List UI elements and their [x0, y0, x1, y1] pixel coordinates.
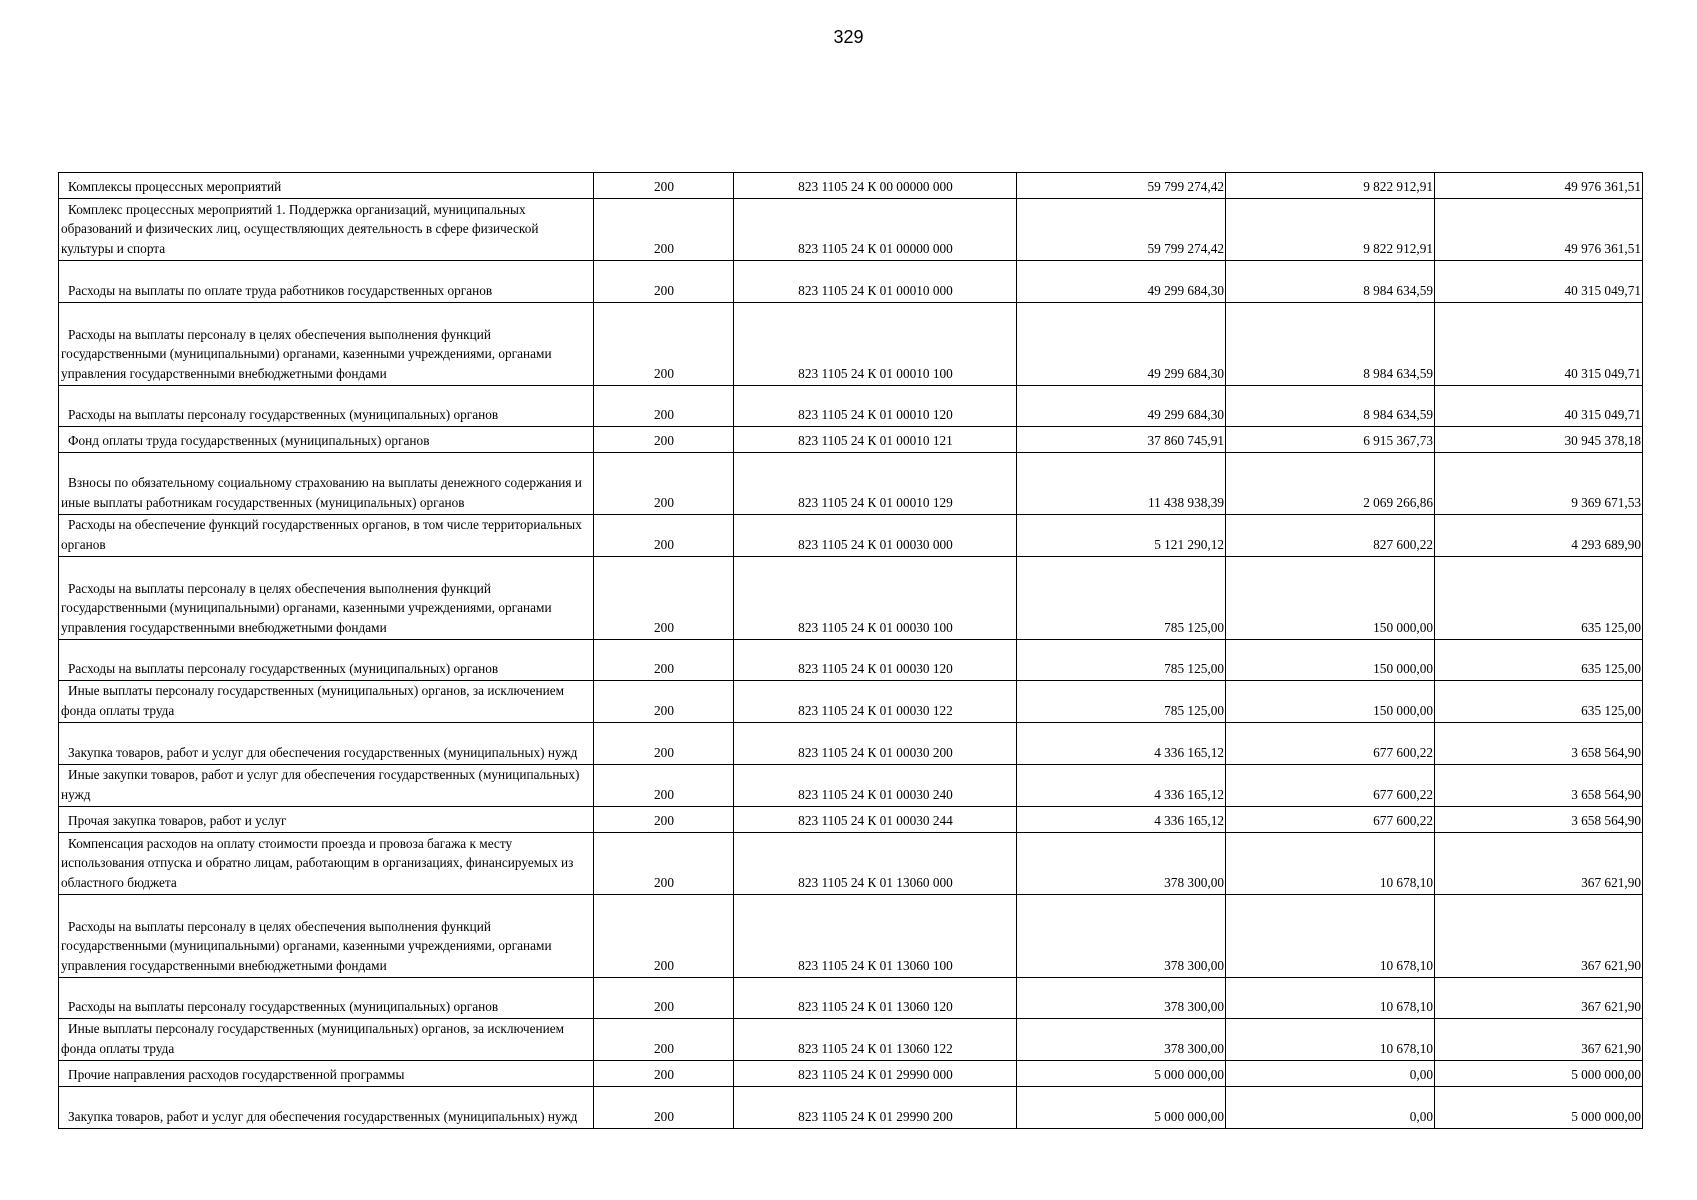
budget-classification-code-cell: 823 1105 24 К 01 00030 244 — [734, 807, 1017, 833]
executed-amount-cell: 677 600,22 — [1226, 765, 1435, 807]
unexecuted-amount-cell: 5 000 000,00 — [1435, 1061, 1643, 1087]
executed-amount-cell: 10 678,10 — [1226, 978, 1435, 1019]
line-code-cell: 200 — [594, 681, 734, 723]
line-code-cell: 200 — [594, 199, 734, 261]
line-code-cell: 200 — [594, 1019, 734, 1061]
budget-classification-code-cell: 823 1105 24 К 01 13060 000 — [734, 833, 1017, 895]
budget-classification-code-cell: 823 1105 24 К 01 00010 100 — [734, 303, 1017, 386]
executed-amount-cell: 827 600,22 — [1226, 515, 1435, 557]
approved-amount-cell: 49 299 684,30 — [1017, 386, 1226, 427]
unexecuted-amount-cell: 635 125,00 — [1435, 557, 1643, 640]
budget-classification-code-cell: 823 1105 24 К 01 13060 120 — [734, 978, 1017, 1019]
expense-name-cell: Комплекс процессных мероприятий 1. Поддержка организаций, муниципальных образований и физических лиц, осуществляющих деятельность в сфере физической культуры и спорта — [59, 199, 594, 261]
executed-amount-cell: 8 984 634,59 — [1226, 386, 1435, 427]
unexecuted-amount-cell: 4 293 689,90 — [1435, 515, 1643, 557]
budget-classification-code-cell: 823 1105 24 К 01 00030 100 — [734, 557, 1017, 640]
executed-amount-cell: 8 984 634,59 — [1226, 261, 1435, 303]
approved-amount-cell: 4 336 165,12 — [1017, 723, 1226, 765]
table-row — [59, 261, 1643, 303]
table-row — [59, 895, 1643, 978]
unexecuted-amount-cell: 635 125,00 — [1435, 681, 1643, 723]
expense-name-cell: Иные закупки товаров, работ и услуг для обеспечения государственных (муниципальных) нужд — [59, 765, 594, 807]
table-row — [59, 303, 1643, 386]
expense-name-cell: Фонд оплаты труда государственных (муниципальных) органов — [59, 427, 594, 453]
approved-amount-cell: 378 300,00 — [1017, 978, 1226, 1019]
table-row — [59, 173, 1643, 199]
table-row — [59, 723, 1643, 765]
budget-classification-code-cell: 823 1105 24 К 01 00030 120 — [734, 640, 1017, 681]
budget-classification-code-cell: 823 1105 24 К 01 00030 240 — [734, 765, 1017, 807]
expense-name-cell: Комплексы процессных мероприятий — [59, 173, 594, 199]
approved-amount-cell: 37 860 745,91 — [1017, 427, 1226, 453]
executed-amount-cell: 0,00 — [1226, 1087, 1435, 1129]
table-body — [59, 173, 1643, 1129]
executed-amount-cell: 150 000,00 — [1226, 681, 1435, 723]
approved-amount-cell: 5 000 000,00 — [1017, 1087, 1226, 1129]
budget-classification-code-cell: 823 1105 24 К 01 00030 200 — [734, 723, 1017, 765]
unexecuted-amount-cell: 367 621,90 — [1435, 1019, 1643, 1061]
executed-amount-cell: 150 000,00 — [1226, 557, 1435, 640]
expense-name-cell: Закупка товаров, работ и услуг для обеспечения государственных (муниципальных) нужд — [59, 723, 594, 765]
expense-name-cell: Расходы на выплаты персоналу в целях обеспечения выполнения функций государственными (муниципальными) органами, казенными учреждениями, органами управления государственными внебюджетными фондами — [59, 895, 594, 978]
unexecuted-amount-cell: 30 945 378,18 — [1435, 427, 1643, 453]
line-code-cell: 200 — [594, 557, 734, 640]
line-code-cell: 200 — [594, 833, 734, 895]
unexecuted-amount-cell: 40 315 049,71 — [1435, 386, 1643, 427]
executed-amount-cell: 150 000,00 — [1226, 640, 1435, 681]
unexecuted-amount-cell: 367 621,90 — [1435, 833, 1643, 895]
line-code-cell: 200 — [594, 453, 734, 515]
approved-amount-cell: 785 125,00 — [1017, 640, 1226, 681]
line-code-cell: 200 — [594, 807, 734, 833]
table-row — [59, 386, 1643, 427]
line-code-cell: 200 — [594, 261, 734, 303]
unexecuted-amount-cell: 40 315 049,71 — [1435, 261, 1643, 303]
table-row — [59, 978, 1643, 1019]
line-code-cell: 200 — [594, 640, 734, 681]
executed-amount-cell: 0,00 — [1226, 1061, 1435, 1087]
unexecuted-amount-cell: 3 658 564,90 — [1435, 807, 1643, 833]
budget-classification-code-cell: 823 1105 24 К 00 00000 000 — [734, 173, 1017, 199]
expense-name-cell: Прочие направления расходов государственной программы — [59, 1061, 594, 1087]
table-row — [59, 515, 1643, 557]
table-row — [59, 640, 1643, 681]
line-code-cell: 200 — [594, 1061, 734, 1087]
unexecuted-amount-cell: 3 658 564,90 — [1435, 723, 1643, 765]
table-row — [59, 453, 1643, 515]
expense-name-cell: Иные выплаты персоналу государственных (муниципальных) органов, за исключением фонда оплаты труда — [59, 1019, 594, 1061]
table-row — [59, 199, 1643, 261]
approved-amount-cell: 378 300,00 — [1017, 833, 1226, 895]
executed-amount-cell: 677 600,22 — [1226, 807, 1435, 833]
table-row — [59, 765, 1643, 807]
unexecuted-amount-cell: 3 658 564,90 — [1435, 765, 1643, 807]
approved-amount-cell: 11 438 938,39 — [1017, 453, 1226, 515]
line-code-cell: 200 — [594, 515, 734, 557]
expense-name-cell: Взносы по обязательному социальному страхованию на выплаты денежного содержания и иные выплаты работникам государственных (муниципальных) органов — [59, 453, 594, 515]
approved-amount-cell: 5 121 290,12 — [1017, 515, 1226, 557]
line-code-cell: 200 — [594, 765, 734, 807]
unexecuted-amount-cell: 49 976 361,51 — [1435, 173, 1643, 199]
executed-amount-cell: 6 915 367,73 — [1226, 427, 1435, 453]
approved-amount-cell: 785 125,00 — [1017, 681, 1226, 723]
expense-name-cell: Расходы на выплаты персоналу государственных (муниципальных) органов — [59, 640, 594, 681]
approved-amount-cell: 49 299 684,30 — [1017, 303, 1226, 386]
executed-amount-cell: 9 822 912,91 — [1226, 199, 1435, 261]
budget-classification-code-cell: 823 1105 24 К 01 13060 122 — [734, 1019, 1017, 1061]
approved-amount-cell: 378 300,00 — [1017, 895, 1226, 978]
budget-classification-code-cell: 823 1105 24 К 01 00010 121 — [734, 427, 1017, 453]
expense-name-cell: Расходы на выплаты по оплате труда работников государственных органов — [59, 261, 594, 303]
approved-amount-cell: 5 000 000,00 — [1017, 1061, 1226, 1087]
expense-name-cell: Расходы на выплаты персоналу государственных (муниципальных) органов — [59, 978, 594, 1019]
expense-name-cell: Расходы на выплаты персоналу государственных (муниципальных) органов — [59, 386, 594, 427]
unexecuted-amount-cell: 367 621,90 — [1435, 895, 1643, 978]
executed-amount-cell: 10 678,10 — [1226, 1019, 1435, 1061]
unexecuted-amount-cell: 40 315 049,71 — [1435, 303, 1643, 386]
line-code-cell: 200 — [594, 173, 734, 199]
budget-classification-code-cell: 823 1105 24 К 01 29990 200 — [734, 1087, 1017, 1129]
expense-name-cell: Расходы на обеспечение функций государственных органов, в том числе территориальных органов — [59, 515, 594, 557]
executed-amount-cell: 10 678,10 — [1226, 833, 1435, 895]
unexecuted-amount-cell: 5 000 000,00 — [1435, 1087, 1643, 1129]
table-row — [59, 557, 1643, 640]
table-row — [59, 427, 1643, 453]
page-number: 329 — [833, 27, 864, 47]
budget-classification-code-cell: 823 1105 24 К 01 00010 000 — [734, 261, 1017, 303]
approved-amount-cell: 4 336 165,12 — [1017, 807, 1226, 833]
budget-classification-code-cell: 823 1105 24 К 01 00030 000 — [734, 515, 1017, 557]
executed-amount-cell: 2 069 266,86 — [1226, 453, 1435, 515]
budget-classification-code-cell: 823 1105 24 К 01 00000 000 — [734, 199, 1017, 261]
expense-name-cell: Расходы на выплаты персоналу в целях обеспечения выполнения функций государственными (муниципальными) органами, казенными учреждениями, органами управления государственными внебюджетными фондами — [59, 557, 594, 640]
line-code-cell: 200 — [594, 386, 734, 427]
unexecuted-amount-cell: 9 369 671,53 — [1435, 453, 1643, 515]
approved-amount-cell: 785 125,00 — [1017, 557, 1226, 640]
table-row — [59, 681, 1643, 723]
line-code-cell: 200 — [594, 303, 734, 386]
budget-classification-code-cell: 823 1105 24 К 01 00030 122 — [734, 681, 1017, 723]
budget-classification-code-cell: 823 1105 24 К 01 00010 120 — [734, 386, 1017, 427]
table-row — [59, 1087, 1643, 1129]
executed-amount-cell: 9 822 912,91 — [1226, 173, 1435, 199]
line-code-cell: 200 — [594, 1087, 734, 1129]
line-code-cell: 200 — [594, 895, 734, 978]
unexecuted-amount-cell: 635 125,00 — [1435, 640, 1643, 681]
expense-name-cell: Прочая закупка товаров, работ и услуг — [59, 807, 594, 833]
unexecuted-amount-cell: 367 621,90 — [1435, 978, 1643, 1019]
line-code-cell: 200 — [594, 427, 734, 453]
expense-name-cell: Иные выплаты персоналу государственных (муниципальных) органов, за исключением фонда оплаты труда — [59, 681, 594, 723]
line-code-cell: 200 — [594, 978, 734, 1019]
budget-classification-code-cell: 823 1105 24 К 01 13060 100 — [734, 895, 1017, 978]
approved-amount-cell: 49 299 684,30 — [1017, 261, 1226, 303]
approved-amount-cell: 4 336 165,12 — [1017, 765, 1226, 807]
table-row — [59, 1019, 1643, 1061]
expense-name-cell: Расходы на выплаты персоналу в целях обеспечения выполнения функций государственными (муниципальными) органами, казенными учреждениями, органами управления государственными внебюджетными фондами — [59, 303, 594, 386]
budget-classification-code-cell: 823 1105 24 К 01 29990 000 — [734, 1061, 1017, 1087]
executed-amount-cell: 10 678,10 — [1226, 895, 1435, 978]
table-row — [59, 1061, 1643, 1087]
approved-amount-cell: 59 799 274,42 — [1017, 173, 1226, 199]
budget-execution-table — [58, 172, 1643, 1129]
budget-classification-code-cell: 823 1105 24 К 01 00010 129 — [734, 453, 1017, 515]
approved-amount-cell: 59 799 274,42 — [1017, 199, 1226, 261]
executed-amount-cell: 677 600,22 — [1226, 723, 1435, 765]
line-code-cell: 200 — [594, 723, 734, 765]
approved-amount-cell: 378 300,00 — [1017, 1019, 1226, 1061]
expense-name-cell: Закупка товаров, работ и услуг для обеспечения государственных (муниципальных) нужд — [59, 1087, 594, 1129]
table-row — [59, 833, 1643, 895]
executed-amount-cell: 8 984 634,59 — [1226, 303, 1435, 386]
table-row — [59, 807, 1643, 833]
unexecuted-amount-cell: 49 976 361,51 — [1435, 199, 1643, 261]
expense-name-cell: Компенсация расходов на оплату стоимости проезда и провоза багажа к месту использования отпуска и обратно лицам, работающим в организациях, финансируемых из областного бюджета — [59, 833, 594, 895]
